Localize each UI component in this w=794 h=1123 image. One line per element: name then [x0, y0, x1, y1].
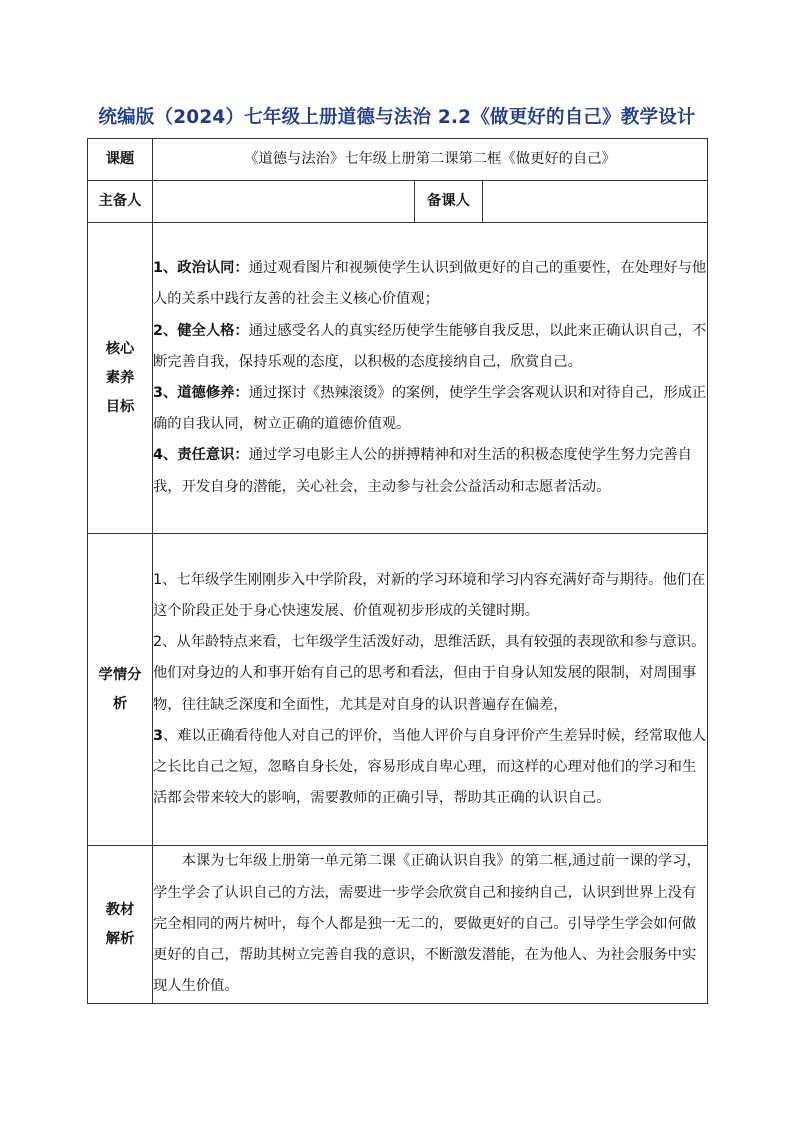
co-preparer-label: 备课人 — [415, 181, 483, 223]
co-preparer-value — [483, 181, 708, 223]
preparer-row — [88, 181, 708, 223]
student-analysis-row — [88, 534, 708, 846]
analysis-item: 1、七年级学生刚刚步入中学阶段，对新的学习环境和学习内容充满好奇与期待。他们在这个阶段正处于身心快速发展、价值观初步形成的关键时期。 — [153, 571, 706, 619]
core-goal-item: 2、健全人格：通过感受名人的真实经历使学生能够自我反思，以此来正确认识自己，不断完善自我，保持乐观的态度，以积极的态度接纳自己，欣赏自己。 — [153, 322, 707, 370]
lesson-plan-table — [87, 138, 708, 1004]
main-preparer-value — [153, 181, 415, 223]
textbook-analysis-label: 教材 解析 — [88, 846, 153, 1004]
analysis-item: 2、从年龄特点来看，七年级学生活泼好动，思维活跃，具有较强的表现欲和参与意识。他们对身边的人和事开始有自己的思考和看法，但由于自身认知发展的限制，对周围事物，往往缺乏深度和全面性，尤其是对自身的认识普遍存在偏差， — [153, 634, 706, 713]
core-goals-row — [88, 223, 708, 534]
textbook-analysis-text: 本课为七年级上册第一单元第二课《正确认识自我》的第二框,通过前一课的学习，学生学会了认识自己的方法，需要进一步学会欣赏自己和接纳自己，认识到世界上没有完全相同的两片树叶，每个人都是独一无二的，要做更好的自己。引导学生学会如何做更好的自己，帮助其树立完善自我的意识，不断激发潜能，在为他人、为社会服务中实现人生价值。 — [153, 853, 701, 995]
topic-value: 《道德与法治》七年级上册第二课第二框《做更好的自己》 — [153, 139, 708, 181]
core-goals-content — [153, 223, 708, 534]
core-goal-item: 1、政治认同：通过观看图片和视频使学生认识到做更好的自己的重要性，在处理好与他人的关系中践行友善的社会主义核心价值观； — [153, 260, 707, 308]
analysis-item: 3、难以正确看待他人对自己的评价，当他人评价与自身评价产生差异时候，经常取他人之长比自己之短，忽略自身长处，容易形成自卑心理，而这样的心理对他们的学习和生活都会带来较大的影响，需要教师的正确引导，帮助其正确的认识自己。 — [153, 727, 707, 807]
topic-row — [88, 139, 708, 181]
core-goal-item: 4、责任意识：通过学习电影主人公的拼搏精神和对生活的积极态度使学生努力完善自我，开发自身的潜能，关心社会，主动参与社会公益活动和志愿者活动。 — [153, 447, 692, 495]
core-goal-item: 3、道德修养：通过探讨《热辣滚烫》的案例，使学生学会客观认识和对待自己，形成正确的自我认同，树立正确的道德价值观。 — [153, 385, 707, 433]
core-goals-label: 核心 素养 目标 — [88, 223, 153, 534]
textbook-analysis-row — [88, 846, 708, 1004]
student-analysis-content — [153, 534, 708, 846]
textbook-analysis-content — [153, 846, 708, 1004]
topic-label: 课题 — [88, 139, 153, 181]
main-preparer-label: 主备人 — [88, 181, 153, 223]
student-analysis-label: 学情分 析 — [88, 534, 153, 846]
document-title: 统编版（2024）七年级上册道德与法治 2.2《做更好的自己》教学设计 — [98, 107, 696, 128]
